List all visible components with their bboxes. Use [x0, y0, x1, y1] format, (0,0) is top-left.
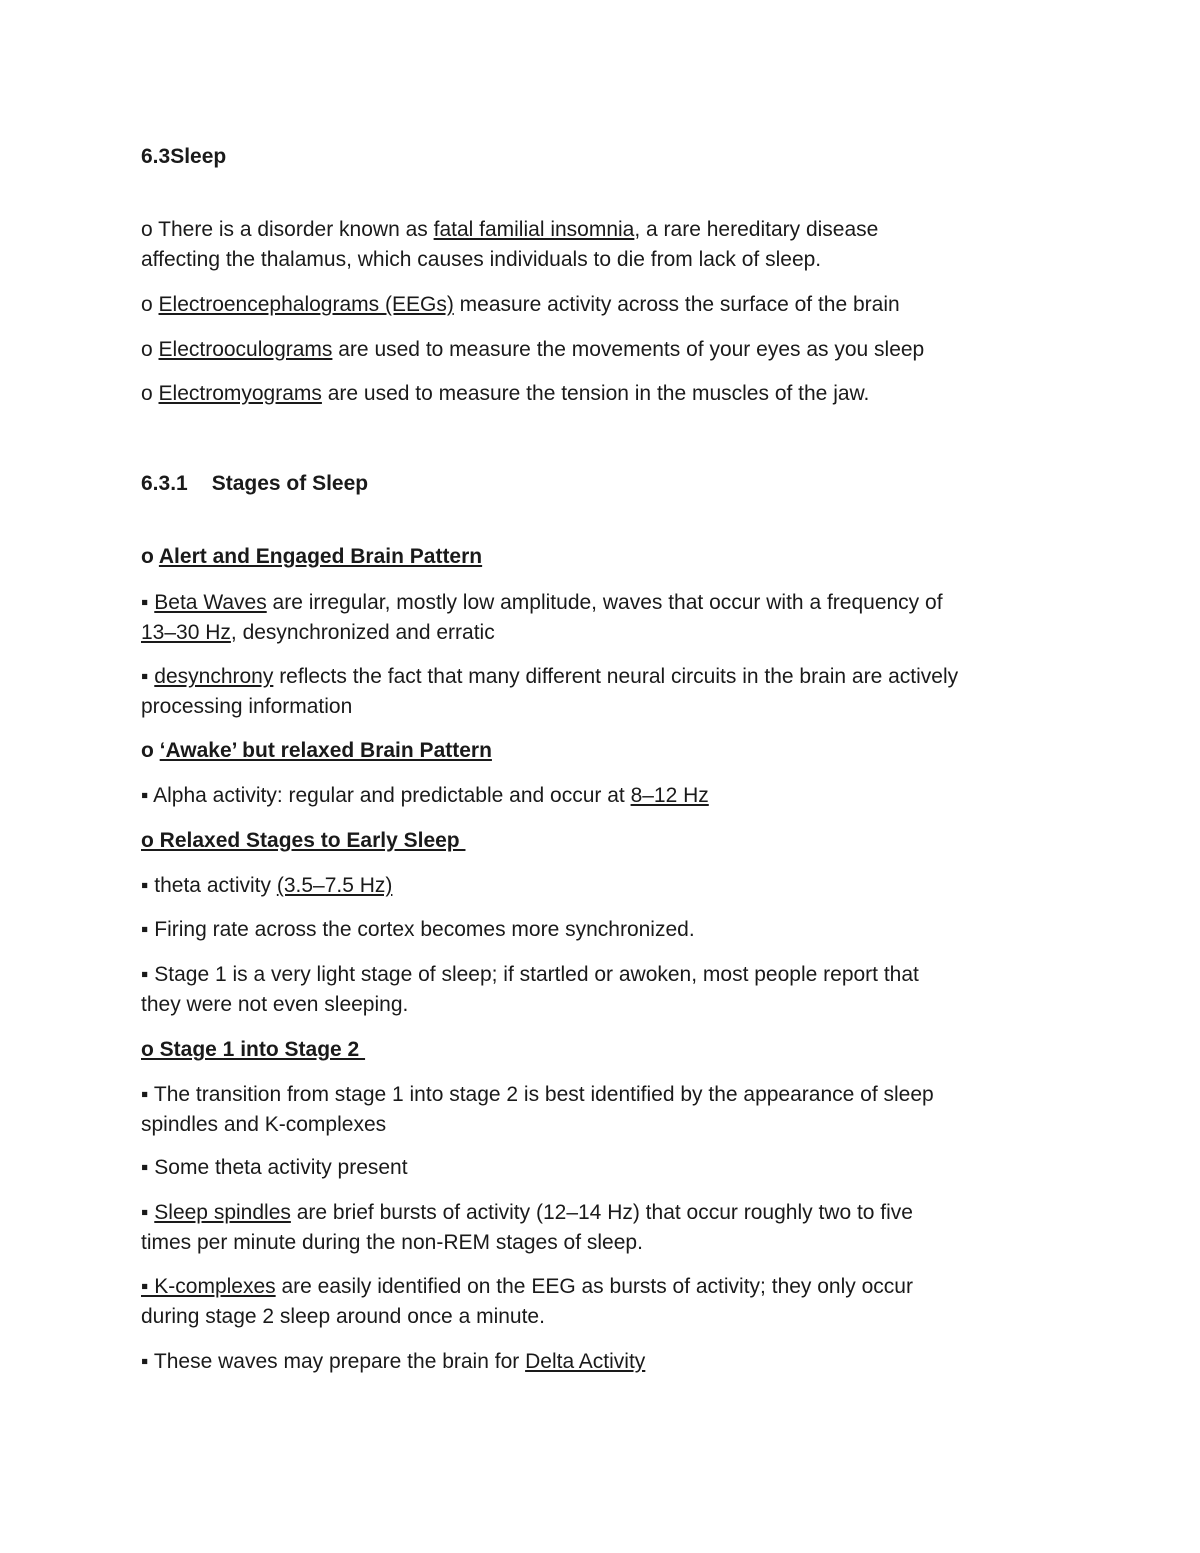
paragraph-text: times per minute during the non-REM stages of sleep. [141, 1230, 643, 1254]
heading-text: o Relaxed Stages to Early Sleep [141, 829, 466, 852]
paragraph-text: o [141, 293, 159, 316]
bullet-sleep-spindles [141, 1198, 1071, 1257]
term-sleep-spindles: Sleep spindles [154, 1201, 291, 1224]
bullet-marker: ▪ [141, 665, 155, 688]
paragraph-text: ▪ theta activity [141, 874, 277, 897]
heading-text: Alert and Engaged Brain Pattern [158, 545, 483, 568]
term-beta-waves: Beta Waves [154, 591, 267, 614]
intro-paragraph-emg [141, 379, 1071, 409]
bullet-marker: ▪ [141, 1201, 155, 1224]
heading-text: ‘Awake’ but relaxed Brain Pattern [159, 739, 492, 762]
paragraph-text: o There is a disorder known as [141, 218, 434, 241]
term-fatal-familial-insomnia: fatal familial insomnia [433, 218, 635, 241]
section-title: Sleep [170, 145, 227, 168]
alert-pattern-heading [141, 542, 1071, 572]
paragraph-text: processing information [141, 694, 353, 718]
bullet-stage-1 [141, 960, 1071, 1019]
section-heading [141, 142, 1071, 172]
paragraph-text: ▪ Stage 1 is a very light stage of sleep; if startled or awoken, most people report that [141, 963, 919, 986]
term-beta-frequency: 13–30 Hz [141, 620, 231, 644]
bullet-beta-waves [141, 588, 1071, 647]
bullet-desynchrony [141, 662, 1071, 721]
awake-pattern-heading [141, 736, 1071, 766]
term-desynchrony: desynchrony [154, 665, 274, 688]
bullet-alpha-activity [141, 781, 1071, 811]
term-alpha-frequency: 8–12 Hz [630, 784, 709, 807]
paragraph-text: , desynchronized and erratic [230, 620, 495, 644]
term-eeg: Electroencephalograms (EEGs) [158, 293, 454, 316]
heading-prefix: o [141, 739, 160, 762]
intro-paragraph-eog [141, 335, 1071, 365]
paragraph-text: are irregular, mostly low amplitude, waves that occur with a frequency of [266, 591, 943, 614]
paragraph-text: spindles and K-complexes [141, 1112, 387, 1136]
paragraph-text: are used to measure the tension in the muscles of the jaw. [321, 382, 870, 405]
bullet-transition [141, 1080, 1071, 1139]
bullet-firing-rate [141, 915, 1071, 945]
term-delta-activity: Delta Activity [525, 1350, 646, 1373]
paragraph-text: ▪ Alpha activity: regular and predictable and occur at [141, 784, 631, 807]
paragraph-text: ▪ The transition from stage 1 into stage 2 is best identified by the appearance of sleep [141, 1083, 934, 1106]
paragraph-text: o [141, 338, 159, 361]
paragraph-text: affecting the thalamus, which causes individuals to die from lack of sleep. [141, 247, 822, 271]
paragraph-text: during stage 2 sleep around once a minute. [141, 1304, 545, 1328]
section-number: 6.3 [141, 145, 171, 168]
paragraph-text: ▪ Firing rate across the cortex becomes more synchronized. [141, 918, 695, 941]
paragraph-text: reflects the fact that many different neural circuits in the brain are actively [273, 665, 959, 688]
term-electrooculograms: Electrooculograms [158, 338, 333, 361]
term-k-complexes: ▪ K-complexes [141, 1275, 276, 1298]
bullet-marker: ▪ [141, 591, 155, 614]
paragraph-text: are used to measure the movements of your eyes as you sleep [332, 338, 925, 361]
paragraph-text: o [141, 382, 159, 405]
subsection-number: 6.3.1 [141, 472, 188, 495]
bullet-delta-activity [141, 1347, 1071, 1377]
document-page [141, 0, 1071, 1553]
paragraph-text: they were not even sleeping. [141, 992, 409, 1016]
paragraph-text: measure activity across the surface of the brain [453, 293, 900, 316]
subsection-title: Stages of Sleep [211, 472, 369, 495]
paragraph-text: are easily identified on the EEG as bursts of activity; they only occur [275, 1275, 913, 1298]
relaxed-stages-heading [141, 826, 1071, 856]
paragraph-text: are brief bursts of activity (12–14 Hz) that occur roughly two to five [290, 1201, 913, 1224]
term-electromyograms: Electromyograms [158, 382, 322, 405]
bullet-k-complexes [141, 1272, 1071, 1331]
paragraph-text: ▪ Some theta activity present [141, 1156, 408, 1179]
bullet-theta-present [141, 1153, 1071, 1183]
term-theta-frequency: (3.5–7.5 Hz) [276, 874, 393, 897]
bullet-theta-activity [141, 871, 1071, 901]
paragraph-text: , a rare hereditary disease [634, 218, 879, 241]
intro-paragraph-eeg [141, 290, 1071, 320]
heading-prefix: o [141, 545, 159, 568]
stage-2-heading [141, 1035, 1071, 1065]
paragraph-text: ▪ These waves may prepare the brain for [141, 1350, 526, 1373]
intro-paragraph-insomnia [141, 215, 1071, 274]
heading-text: o Stage 1 into Stage 2 [141, 1038, 366, 1061]
subsection-heading [141, 469, 1071, 499]
